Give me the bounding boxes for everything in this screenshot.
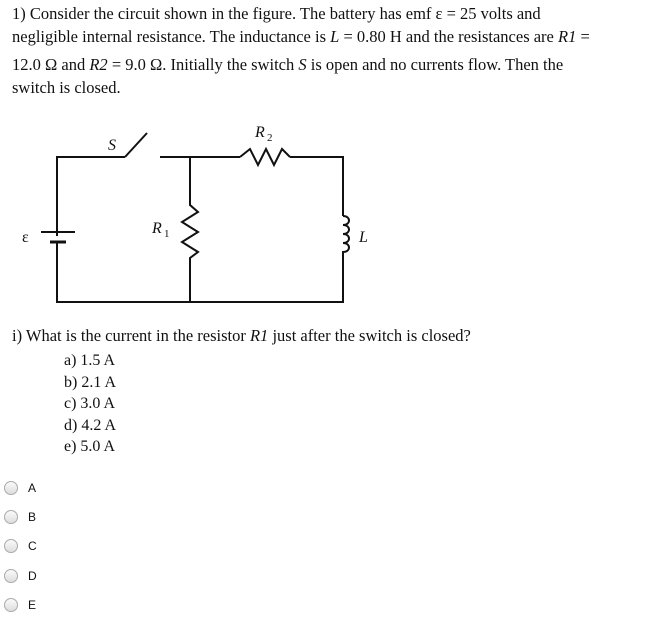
q-line: negligible internal resistance. The inductance is <box>12 27 331 46</box>
radio-button[interactable] <box>4 598 18 612</box>
answer-label: D <box>28 569 37 583</box>
answer-option-b[interactable] <box>4 510 36 524</box>
choice-list <box>64 350 116 458</box>
radio-button[interactable] <box>4 481 18 495</box>
q-line: = 9.0 Ω. Initially the switch <box>107 55 299 74</box>
wire-left <box>57 157 125 236</box>
answer-label: C <box>28 539 37 553</box>
choice-e: e) 5.0 A <box>64 438 116 455</box>
switch-label: S <box>108 137 116 154</box>
r2-label: R <box>255 124 265 141</box>
q-line: 1) Consider the circuit shown in the figure. The battery has emf ε = 25 volts and <box>12 4 541 23</box>
radio-button[interactable] <box>4 510 18 524</box>
sub-text: i) What is the current in the resistor <box>12 326 250 345</box>
q-line: switch is closed. <box>12 78 121 97</box>
answer-label: A <box>28 481 37 495</box>
answer-label: E <box>28 598 37 612</box>
q-var: S <box>298 55 307 74</box>
q-line: = 0.80 H and the resistances are <box>339 27 559 46</box>
sub-text: just after the switch is closed? <box>268 326 471 345</box>
r2-subscript: 2 <box>267 132 273 144</box>
q-var: R2 <box>89 55 108 74</box>
answer-option-e[interactable] <box>4 598 36 612</box>
answer-option-a[interactable] <box>4 481 36 495</box>
answer-option-c[interactable] <box>4 539 37 553</box>
choice-d: d) 4.2 A <box>64 416 116 434</box>
subquestion <box>12 326 471 346</box>
wire-right <box>290 157 343 216</box>
choice-b: b) 2.1 A <box>64 373 116 391</box>
answer-label: B <box>28 510 37 524</box>
r1-label: R <box>152 220 162 237</box>
q-line: 12.0 Ω and <box>12 55 90 74</box>
q-line: = <box>576 27 590 46</box>
radio-button[interactable] <box>4 569 18 583</box>
inductor-label: L <box>359 229 368 246</box>
switch-lever <box>125 133 147 157</box>
sub-var: R1 <box>249 326 269 345</box>
choice-a: a) 1.5 A <box>64 352 116 369</box>
r1-subscript: 1 <box>164 228 170 240</box>
emf-label: ε <box>22 229 29 246</box>
radio-button[interactable] <box>4 539 18 553</box>
q-var: R1 <box>558 27 577 46</box>
q-line: is open and no currents flow. Then the <box>306 55 564 74</box>
choice-c: c) 3.0 A <box>64 395 116 412</box>
resistor-r1 <box>182 157 198 302</box>
inductor <box>57 216 349 302</box>
answer-option-d[interactable] <box>4 569 37 583</box>
resistor-r2 <box>240 149 290 165</box>
q-var: L <box>330 27 340 46</box>
